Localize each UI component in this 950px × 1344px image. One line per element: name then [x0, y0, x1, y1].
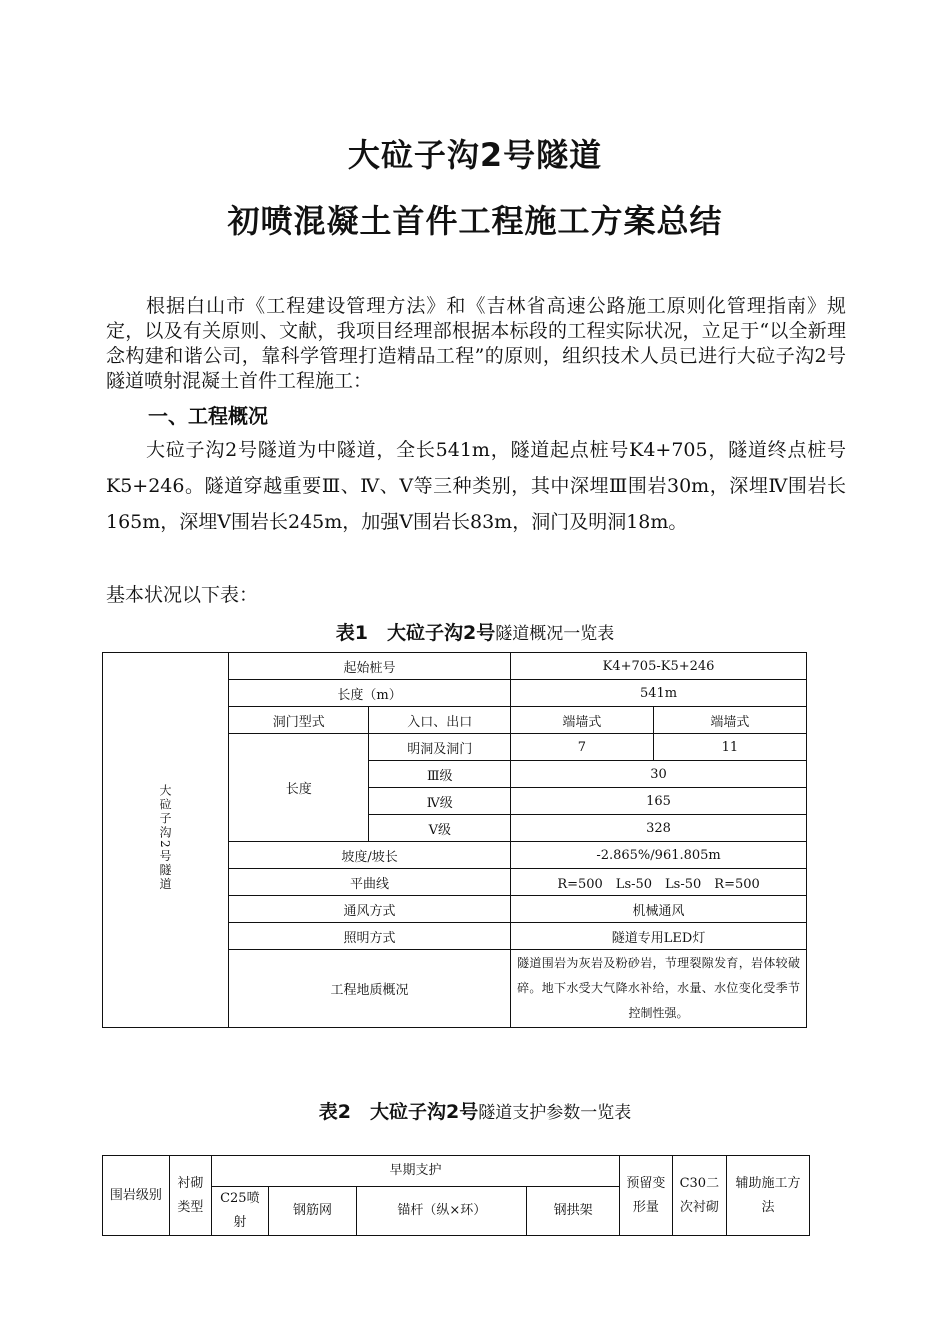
vent-value: 机械通风: [511, 896, 807, 923]
portal-out: 端墙式: [653, 707, 806, 734]
doc-title-line2: 初喷混凝土首件工程施工方案总结: [227, 202, 723, 240]
geo-label: 工程地质概况: [229, 950, 511, 1028]
light-label: 照明方式: [229, 923, 511, 950]
light-value: 隧道专用LED灯: [511, 923, 807, 950]
grade5-value: 328: [511, 815, 807, 842]
curve-label: 平曲线: [229, 869, 511, 896]
side-label: 大砬子沟2号隧道: [158, 784, 172, 892]
table1-caption-bold: 表1 大砬子沟2号: [335, 622, 496, 644]
portal-in: 端墙式: [511, 707, 654, 734]
table2-caption: [0, 1097, 950, 1124]
grade3-value: 30: [511, 761, 807, 788]
table2-caption-rest: 隧道支护参数一览表: [478, 1103, 632, 1123]
doc-title-line1: 大砬子沟2号隧道: [347, 136, 603, 174]
sub-c25: C25喷射: [212, 1187, 269, 1236]
support-params-table: [102, 1155, 810, 1236]
tunnel-overview-table: [102, 652, 807, 1028]
slope-value: -2.865%/961.805m: [511, 842, 807, 869]
open-in: 7: [511, 734, 654, 761]
length-label: 长度（m）: [229, 680, 511, 707]
header-c30: C30二次衬砌: [672, 1156, 727, 1236]
table-row: [103, 653, 807, 680]
section1-heading: 一、工程概况: [148, 404, 268, 428]
open-label: 明洞及洞门: [369, 734, 511, 761]
header-grade: 围岩级别: [103, 1156, 170, 1236]
length-group-label: 长度: [229, 734, 369, 842]
table2-caption-bold: 表2 大砬子沟2号: [318, 1101, 479, 1123]
header-reserve: 预留变形量: [620, 1156, 673, 1236]
open-out: 11: [653, 734, 806, 761]
sub-mesh: 钢筋网: [268, 1187, 357, 1236]
sub-bolt: 锚杆（纵×环）: [357, 1187, 527, 1236]
vent-label: 通风方式: [229, 896, 511, 923]
header-lining: 衬砌类型: [169, 1156, 211, 1236]
start-value: K4+705-K5+246: [511, 653, 807, 680]
curve-value: R=500 Ls-50 Ls-50 R=500: [511, 869, 807, 896]
overview-paragraph: 大砬子沟2号隧道为中隧道，全长541m，隧道起点桩号K4+705，隧道终点桩号K5+246。隧道穿越重要Ⅲ、Ⅳ、Ⅴ等三种类别，其中深埋Ⅲ围岩30m，深埋Ⅳ围岩长165m，深埋Ⅴ围岩长245m，加强Ⅴ围岩长83m，洞门及明洞18m。: [106, 439, 846, 533]
intro-paragraph: 根据白山市《工程建设管理方法》和《吉林省高速公路施工原则化管理指南》规定，以及有关原则、文献，我项目经理部根据本标段的工程实际状况，立足于“以全新理念构建和谐公司，靠科学管理打造精品工程”的原则，组织技术人员已进行大砬子沟2号隧道喷射混凝土首件工程施工：: [106, 295, 846, 392]
grade5-label: Ⅴ级: [369, 815, 511, 842]
portal-sub: 入口、出口: [369, 707, 511, 734]
sub-arch: 钢拱架: [527, 1187, 620, 1236]
grade4-label: Ⅳ级: [369, 788, 511, 815]
table1-caption-rest: 隧道概况一览表: [495, 624, 615, 644]
portal-label: 洞门型式: [229, 707, 369, 734]
start-label: 起始桩号: [229, 653, 511, 680]
length-value: 541m: [511, 680, 807, 707]
header-aux: 辅助施工方法: [727, 1156, 810, 1236]
grade3-label: Ⅲ级: [369, 761, 511, 788]
table-row: [103, 1156, 810, 1187]
geo-value: 隧道围岩为灰岩及粉砂岩，节理裂隙发育，岩体较破碎。地下水受大气降水补给，水量、水位变化受季节控制性强。: [511, 950, 807, 1028]
table1-caption: [0, 618, 950, 645]
grade4-value: 165: [511, 788, 807, 815]
header-early: 早期支护: [212, 1156, 620, 1187]
side-label-cell: [103, 653, 229, 1028]
table-intro: 基本状况以下表：: [106, 584, 259, 606]
slope-label: 坡度/坡长: [229, 842, 511, 869]
